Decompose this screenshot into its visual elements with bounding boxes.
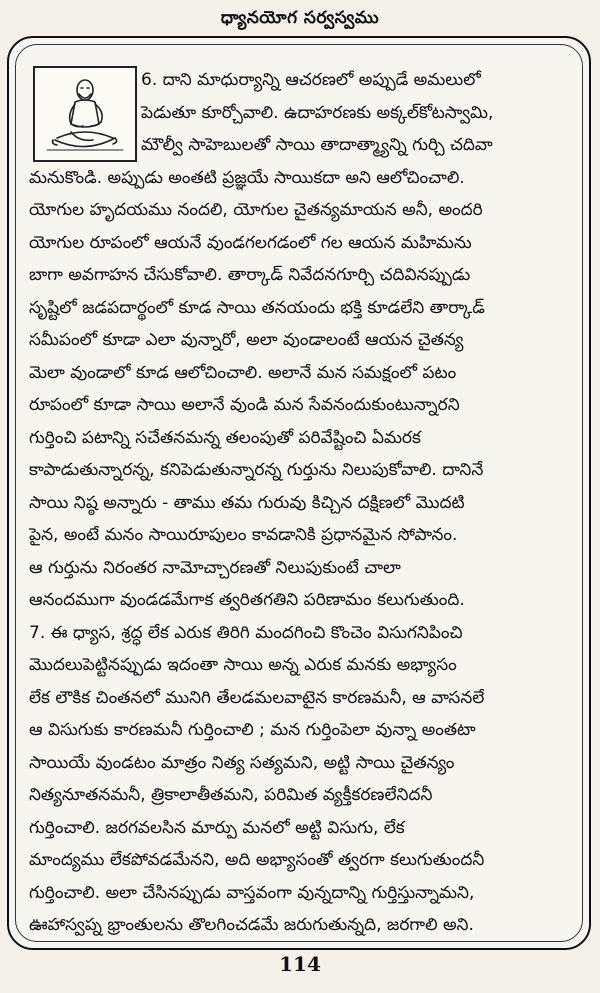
text-line: గుర్తించాలి. అలా చేసినప్పుడు వాస్తవంగా వున్నదాన్ని గుర్తిస్తున్నామని, xyxy=(29,882,475,903)
body-text xyxy=(29,64,561,942)
text-line: మనుకొండి. అప్పుడు అంతటి ప్రజ్ఞయే సాయికదా అని ఆలోచించాలి. xyxy=(29,167,465,188)
text-line: 7. ఈ ధ్యాస, శ్రద్ధ లేక ఎరుక తిరిగి మందగించి కొంచెం విసుగనిపించి xyxy=(29,622,463,643)
text-line: పైన, అంటే మనం సాయిరూపులం కావడానికి ప్రధానమైన సోపానం. xyxy=(29,525,458,545)
text-line: మౌల్వీ సాహెబులతో సాయి తాదాత్మ్యాన్ని గుర్చి చదివా xyxy=(141,135,493,155)
text-line: గుర్తించి పటాన్ని సచేతనమన్న తలంపుతో పరివేష్టించి ఏమరక xyxy=(29,427,421,448)
text-line: రూపంలో కూడా సాయి అలానే వుండి మన సేవనందుకుంటున్నారని xyxy=(29,395,460,415)
text-line: కాపాడుతున్నారన్న, కనిపెడుతున్నారన్న గుర్తును నిలుపుకోవాలి. దానినే xyxy=(29,460,484,480)
text-line: 6. దాని మాధుర్యాన్ని ఆచరణలో అప్పుడే అమలులో xyxy=(141,70,481,90)
text-line: లేక లౌకిక చింతనలో మునిగి తేలడమలవాటైన కారణమనీ, ఆ వాసనలే xyxy=(29,687,485,708)
text-line: మెలా వుండాలో కూడ ఆలోచించాలి. అలానే మన సమక్షంలో పటం xyxy=(29,362,457,383)
text-line: ఆ విసుగుకు కారణమనీ గుర్తించాలి ; మన గుర్తింపెలా వున్నా అంతటా xyxy=(29,720,476,740)
text-line: సాయి నిష్ఠ అన్నారు - తాము తమ గురువు కిచ్చిన దక్షిణలో మొదటి xyxy=(29,492,465,513)
text-line: మాంద్యము లేకపోవడమేనని, అది అభ్యాసంతో త్వరగా కలుగుతుందనీ xyxy=(29,850,485,870)
text-line: యోగుల హృదయము నందలి, యోగుల చైతన్యమాయన అనీ, అందరి xyxy=(29,200,483,220)
text-line: యోగుల రూపంలో ఆయనే వుండగలగడంలో గల ఆయన మహిమను xyxy=(29,232,472,253)
book-title: ధ్యానయోగ సర్వస్వము xyxy=(220,8,380,28)
text-line: ఆ గుర్తును నిరంతర నామోచ్చారణతో నిలుపుకుంటే చాలా xyxy=(29,557,401,578)
page-header xyxy=(0,4,600,36)
text-line: ఆనందముగా వుండడమేగాక త్వరితగతిని పరిణామం కలుగుతుంది. xyxy=(29,590,465,610)
text-line: బాగా అవగాహన చేసుకోవాలి. తార్కాడ్ నివేదనగూర్చి చదివినప్పుడు xyxy=(29,265,471,285)
text-line: సాయియే వుండటం మాత్రం నిత్య సత్యమని, అట్టి సాయి చైతన్యం xyxy=(29,752,455,773)
text-line: సృష్టిలో జడపదార్థంలో కూడ సాయి తనయందు భక్తి కూడలేని తార్కాడ్ xyxy=(29,297,485,318)
text-line: గుర్తించాలి. జరగవలసిన మార్పు మనలో అట్టి విసుగు, లేక xyxy=(29,817,405,838)
text-line: ఊహాస్వప్న భ్రాంతులను తొలగించడమే జరుగుతున్నది, జరగాలి అని. xyxy=(29,915,474,935)
page-number: 114 xyxy=(279,952,321,976)
text-line: మొదలుపెట్టినప్పుడు ఇదంతా సాయి అన్న ఎరుక మనకు అభ్యాసం xyxy=(29,655,457,675)
text-line: నిత్యనూతనమనీ, త్రికాలాతీతమని, పరిమిత వ్యక్తీకరణలేనిదనీ xyxy=(29,785,433,805)
text-line: సమీపంలో కూడా ఎలా వున్నారో, అలా వుండాలంటే ఆయన చైతన్య xyxy=(29,330,464,350)
page-frame xyxy=(7,36,591,950)
text-line: పెడుతూ కూర్చోవాలి. ఉదాహరణకు అక్కల్‌కోటస్వామి, xyxy=(141,102,494,123)
